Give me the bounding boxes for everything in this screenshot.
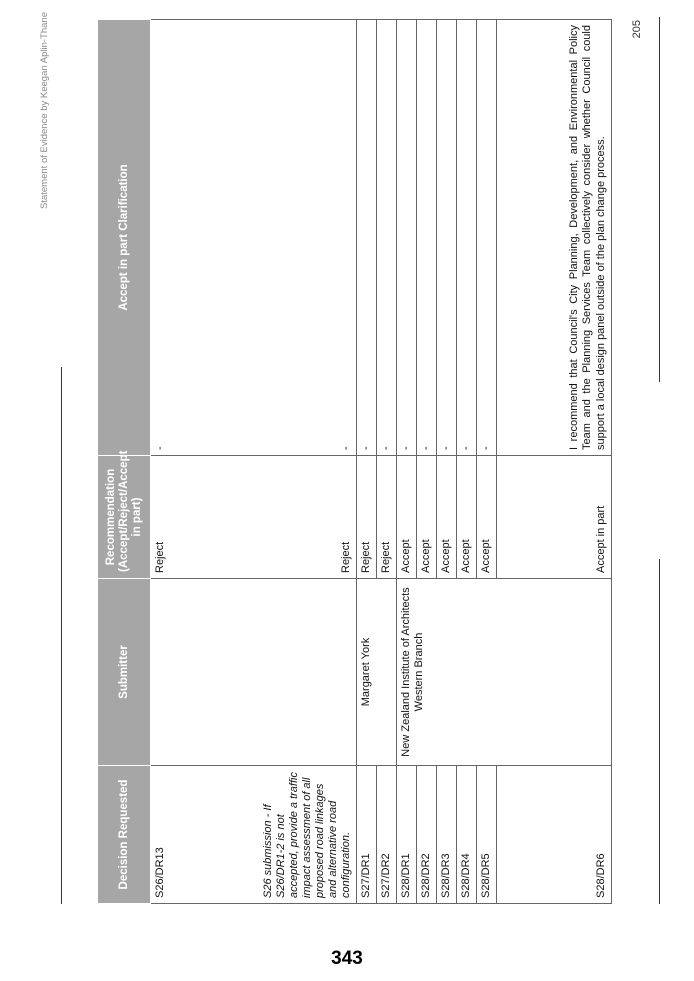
decision-cell: S27/DR1 <box>357 766 377 904</box>
recommendation-value-secondary: Reject <box>340 541 352 573</box>
recommendation-cell: Accept in part <box>497 456 612 579</box>
table-row <box>457 20 477 904</box>
decision-cell: S28/DR4 <box>457 766 477 904</box>
clarification-cell: - <box>377 20 397 456</box>
decision-cell: S28/DR1 <box>397 766 417 904</box>
clarification-cell: - <box>417 20 437 456</box>
table-row <box>497 20 612 904</box>
recommendation-cell: Accept <box>457 456 477 579</box>
bundle-page-number: 343 <box>331 948 363 969</box>
header-submitter: Submitter <box>98 579 151 766</box>
recommendation-cell: Accept <box>437 456 457 579</box>
recommendation-cell <box>151 456 357 579</box>
recommendation-cell: Reject <box>357 456 377 579</box>
landscape-page <box>25 12 680 912</box>
table-row <box>357 20 377 904</box>
submitter-cell: New Zealand Institute of Architects Western Branch <box>397 579 612 766</box>
clarification-cell: - <box>357 20 377 456</box>
clarification-cell <box>151 20 357 456</box>
table-row <box>397 20 417 904</box>
clarification-cell: I recommend that Council's City Planning, Development, and Environmental Policy Team and the Planning Services Team collectively consider whether Council could support a local design panel outside of the plan change process. <box>497 20 612 456</box>
clarification-cell: - <box>397 20 417 456</box>
table-row <box>377 20 397 904</box>
decision-cell: S28/DR2 <box>417 766 437 904</box>
document-page-number: 205 <box>631 20 643 39</box>
recommendation-value: Reject <box>154 541 166 573</box>
bottom-rule-left <box>659 559 660 904</box>
clarification-cell: - <box>437 20 457 456</box>
decision-cell: S28/DR6 <box>497 766 612 904</box>
recommendation-cell: Accept <box>477 456 497 579</box>
header-decision: Decision Requested <box>98 766 151 904</box>
top-rule-left <box>61 367 62 904</box>
document-header: Statement of Evidence by Keegan Aplin-Thane <box>39 12 50 209</box>
clarification-cell: - <box>457 20 477 456</box>
decision-id: S26/DR13 <box>154 847 166 898</box>
decision-note: S26 submission - If S26/DR1-2 is not accepted, provide a traffic impact assessment of all proposed road linkages and alternative road configuration. <box>262 772 352 898</box>
table-header-row <box>98 20 151 904</box>
header-recommendation: Recommendation (Accept/Reject/Accept in part) <box>98 456 151 579</box>
recommendation-cell: Accept <box>417 456 437 579</box>
table-row <box>437 20 457 904</box>
decision-cell: S28/DR5 <box>477 766 497 904</box>
clarification-cell: - <box>477 20 497 456</box>
decision-cell <box>151 766 357 904</box>
table-row <box>417 20 437 904</box>
table-row <box>477 20 497 904</box>
clarification-value: - <box>154 446 166 450</box>
header-clarification: Accept in part Clarification <box>98 20 151 456</box>
clarification-value-secondary: - <box>340 446 352 450</box>
recommendation-cell: Accept <box>397 456 417 579</box>
bottom-rule-right <box>659 17 660 382</box>
submitter-cell: Margaret York <box>357 579 397 766</box>
decision-cell: S28/DR3 <box>437 766 457 904</box>
decisions-table <box>97 19 612 904</box>
table-row <box>151 20 357 904</box>
submitter-cell <box>151 579 357 766</box>
decision-cell: S27/DR2 <box>377 766 397 904</box>
recommendation-cell: Reject <box>377 456 397 579</box>
